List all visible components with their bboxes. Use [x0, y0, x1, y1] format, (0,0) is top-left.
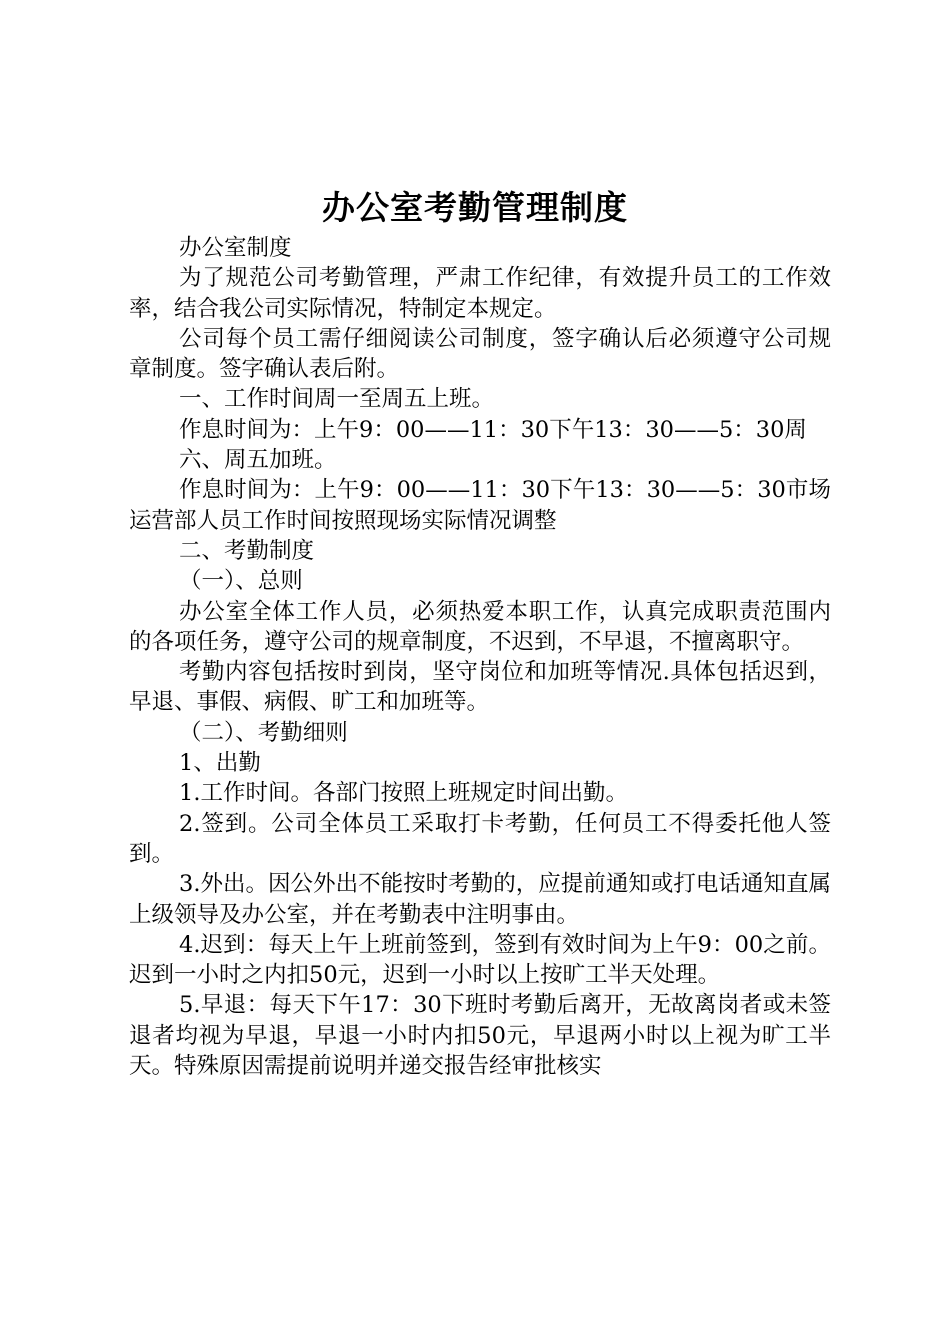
paragraph-purpose: 为了规范公司考勤管理，严肃工作纪律，有效提升员工的工作效率，结合我公司实际情况，特制定本规定。	[129, 265, 831, 322]
item-late-arrival: 4.迟到：每天上午上班前签到，签到有效时间为上午9：00之前。迟到一小时之内扣50元，迟到一小时以上按旷工半天处理。	[129, 931, 831, 989]
paragraph-schedule-2: 作息时间为：上午9：00——11：30下午13：30——5：30市场运营部人员工作时间按照现场实际情况调整	[129, 477, 831, 534]
document-title: 办公室考勤管理制度	[322, 188, 628, 227]
item-heading-attendance: 1、出勤	[179, 750, 261, 777]
section-heading-attendance: 二、考勤制度	[179, 537, 315, 564]
subsection-heading-general: （一）、总则	[179, 568, 303, 595]
item-working-hours: 1.工作时间。各部门按照上班规定时间出勤。	[179, 780, 628, 807]
subsection-heading-details: （二）、考勤细则	[179, 719, 348, 746]
paragraph-overtime: 六、周五加班。	[179, 447, 337, 474]
paragraph-working-days: 一、工作时间周一至周五上班。	[179, 386, 495, 413]
item-sign-in: 2.签到。公司全体员工采取打卡考勤，任何员工不得委托他人签到。	[129, 810, 831, 867]
document-body	[129, 233, 831, 1081]
paragraph-schedule-1: 作息时间为：上午9：00——11：30下午13：30——5：30周	[179, 416, 807, 443]
paragraph-read-and-sign: 公司每个员工需仔细阅读公司制度，签字确认后必须遵守公司规章制度。签字确认表后附。	[129, 325, 831, 383]
paragraph-system-name: 办公室制度	[179, 235, 292, 261]
item-early-leave: 5.早退：每天下午17：30下班时考勤后离开，无故离岗者或未签退者均视为早退，早退一小时内扣50元，早退两小时以上视为旷工半天。特殊原因需提前说明并递交报告经审批核实	[129, 992, 831, 1080]
paragraph-attendance-content: 考勤内容包括按时到岗，坚守岗位和加班等情况.具体包括迟到，早退、事假、病假、旷工和加班等。	[129, 659, 831, 716]
item-going-out: 3.外出。因公外出不能按时考勤的，应提前通知或打电话通知直属上级领导及办公室，并在考勤表中注明事由。	[129, 871, 831, 928]
paragraph-general-rules: 办公室全体工作人员，必须热爱本职工作，认真完成职责范围内的各项任务，遵守公司的规章制度，不迟到，不早退，不擅离职守。	[129, 598, 831, 655]
